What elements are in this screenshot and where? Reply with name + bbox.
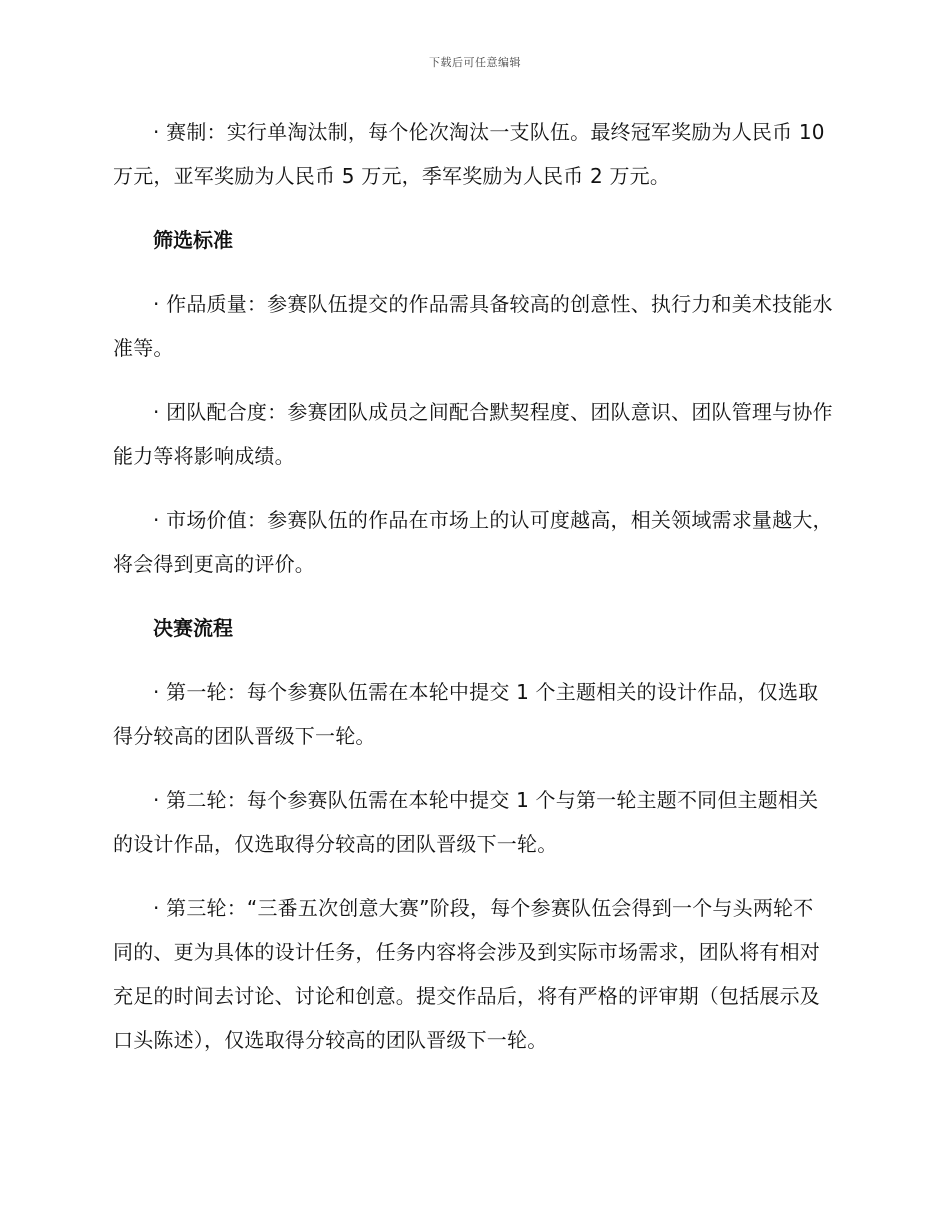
paragraph-team-cooperation: · 团队配合度：参赛团队成员之间配合默契程度、团队意识、团队管理与协作能力等将影响成绩。: [113, 400, 833, 468]
paragraph-round-two: · 第二轮：每个参赛队伍需在本轮中提交 1 个与第一轮主题不同但主题相关的设计作品，仅选取得分较高的团队晋级下一轮。: [113, 788, 819, 856]
paragraph-round-one: · 第一轮：每个参赛队伍需在本轮中提交 1 个主题相关的设计作品，仅选取得分较高的团队晋级下一轮。: [113, 680, 819, 748]
section-heading-selection-criteria: 筛选标准: [153, 228, 233, 252]
document-body: [113, 110, 833, 1082]
paragraph-competition-format: · 赛制：实行单淘汰制，每个伦次淘汰一支队伍。最终冠军奖励为人民币 10 万元，亚军奖励为人民币 5 万元，季军奖励为人民币 2 万元。: [113, 120, 825, 188]
paragraph-round-three: · 第三轮：“三番五次创意大赛”阶段，每个参赛队伍会得到一个与头两轮不同的、更为具体的设计任务，任务内容将会涉及到实际市场需求，团队将有相对充足的时间去讨论、讨论和创意。提交作品后，将有严格的评审期（包括展示及口头陈述），仅选取得分较高的团队晋级下一轮。: [113, 896, 820, 1052]
paragraph-work-quality: · 作品质量：参赛队伍提交的作品需具备较高的创意性、执行力和美术技能水准等。: [113, 292, 833, 360]
header-note: 下载后可任意编辑: [429, 56, 521, 69]
paragraph-market-value: · 市场价值：参赛队伍的作品在市场上的认可度越高，相关领域需求量越大，将会得到更高的评价。: [113, 508, 833, 576]
section-heading-final-process: 决赛流程: [153, 616, 233, 640]
